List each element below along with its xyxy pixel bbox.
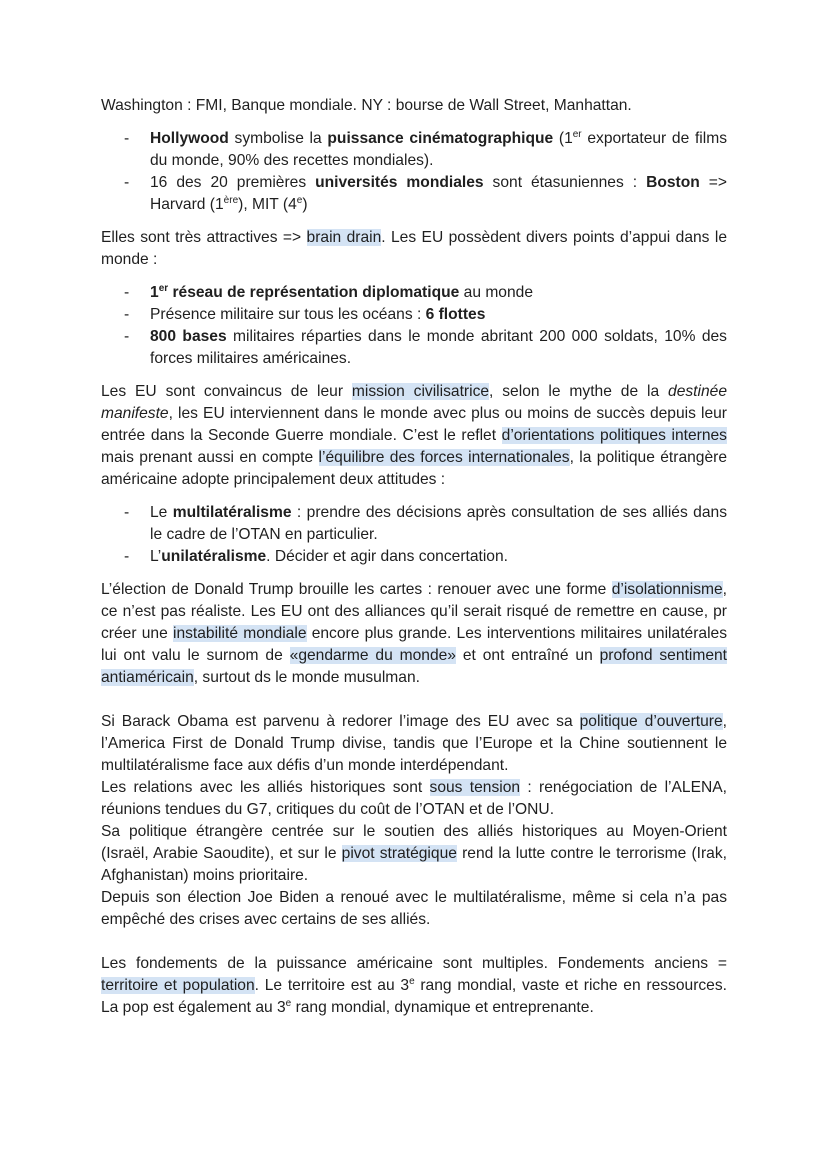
list-item-diplomatie: - 1er réseau de représentation diplomatique au monde: [101, 282, 727, 304]
paragraph-relations: Les relations avec les alliés historiques sont sous tension : renégociation de l’ALENA, réunions tendues du G7, critiques du coût de l’OTAN et de l’ONU.: [101, 779, 727, 818]
list-soft-power: [101, 128, 727, 216]
list-item-universities: - 16 des 20 premières universités mondiales sont étasuniennes : Boston => Harvard (1ère), MIT (4e): [101, 172, 727, 216]
paragraph-trump: L’élection de Donald Trump brouille les cartes : renouer avec une forme d’isolationnisme, ce n’est pas réaliste. Les EU ont des alliances qu’il serait risqué de remettre en cause, pr créer une instabilité mondiale encore plus grande. Les interventions militaires unilatérales lui ont valu le surnom de «gendarme du monde» et ont entraîné un profond sentiment antiaméricain, surtout ds le monde musulman.: [101, 581, 728, 686]
list-item-bases: - 800 bases militaires réparties dans le monde abritant 200 000 soldats, 10% des forces militaires américaines.: [101, 326, 727, 370]
list-item-unilateralisme: - L’unilatéralisme. Décider et agir dans concertation.: [101, 546, 727, 568]
list-points-appui: [101, 282, 727, 370]
paragraph-washington: Washington : FMI, Banque mondiale. NY : bourse de Wall Street, Manhattan.: [101, 97, 632, 114]
paragraph-biden: Depuis son élection Joe Biden a renoué avec le multilatéralisme, même si cela n’a pas empêché des crises avec certains de ses alliés.: [101, 889, 727, 928]
paragraph-mission-civilisatrice: Les EU sont convaincus de leur mission civilisatrice, selon le mythe de la destinée manifeste, les EU interviennent dans le monde avec plus ou moins de succès depuis leur entrée dans la Seconde Guerre mondiale. C’est le reflet d’orientations politiques internes mais prenant aussi en compte l’équilibre des forces internationales, la politique étrangère américaine adopte principalement deux attitudes :: [101, 383, 727, 488]
paragraph-moyen-orient: Sa politique étrangère centrée sur le soutien des alliés historiques au Moyen-Orient (Israël, Arabie Saoudite), et sur le pivot stratégique rend la lutte contre le terrorisme (Irak, Afghanistan) moins prioritaire.: [101, 823, 727, 884]
list-item-multilateralisme: - Le multilatéralisme : prendre des décisions après consultation de ses alliés dans le cadre de l’OTAN en particulier.: [101, 502, 727, 546]
list-attitudes: [101, 502, 727, 568]
paragraph-obama: Si Barack Obama est parvenu à redorer l’image des EU avec sa politique d’ouverture, l’America First de Donald Trump divise, tandis que l’Europe et la Chine soutiennent le multilatéralisme face aux défis d’un monde interdépendant.: [101, 713, 728, 774]
list-item-hollywood: - Hollywood symbolise la puissance cinématographique (1er exportateur de films du monde, 90% des recettes mondiales).: [101, 128, 727, 172]
paragraph-brain-drain: Elles sont très attractives => brain drain. Les EU possèdent divers points d’appui dans le monde :: [101, 229, 727, 268]
list-item-flottes: - Présence militaire sur tous les océans : 6 flottes: [101, 304, 727, 326]
paragraph-fondements: Les fondements de la puissance américaine sont multiples. Fondements anciens = territoire et population. Le territoire est au 3e rang mondial, vaste et riche en ressources. La pop est également au 3e rang mondial, dynamique et entreprenante.: [101, 955, 727, 1016]
highlight-brain-drain: brain drain: [306, 229, 382, 246]
document-page: [101, 95, 727, 1019]
